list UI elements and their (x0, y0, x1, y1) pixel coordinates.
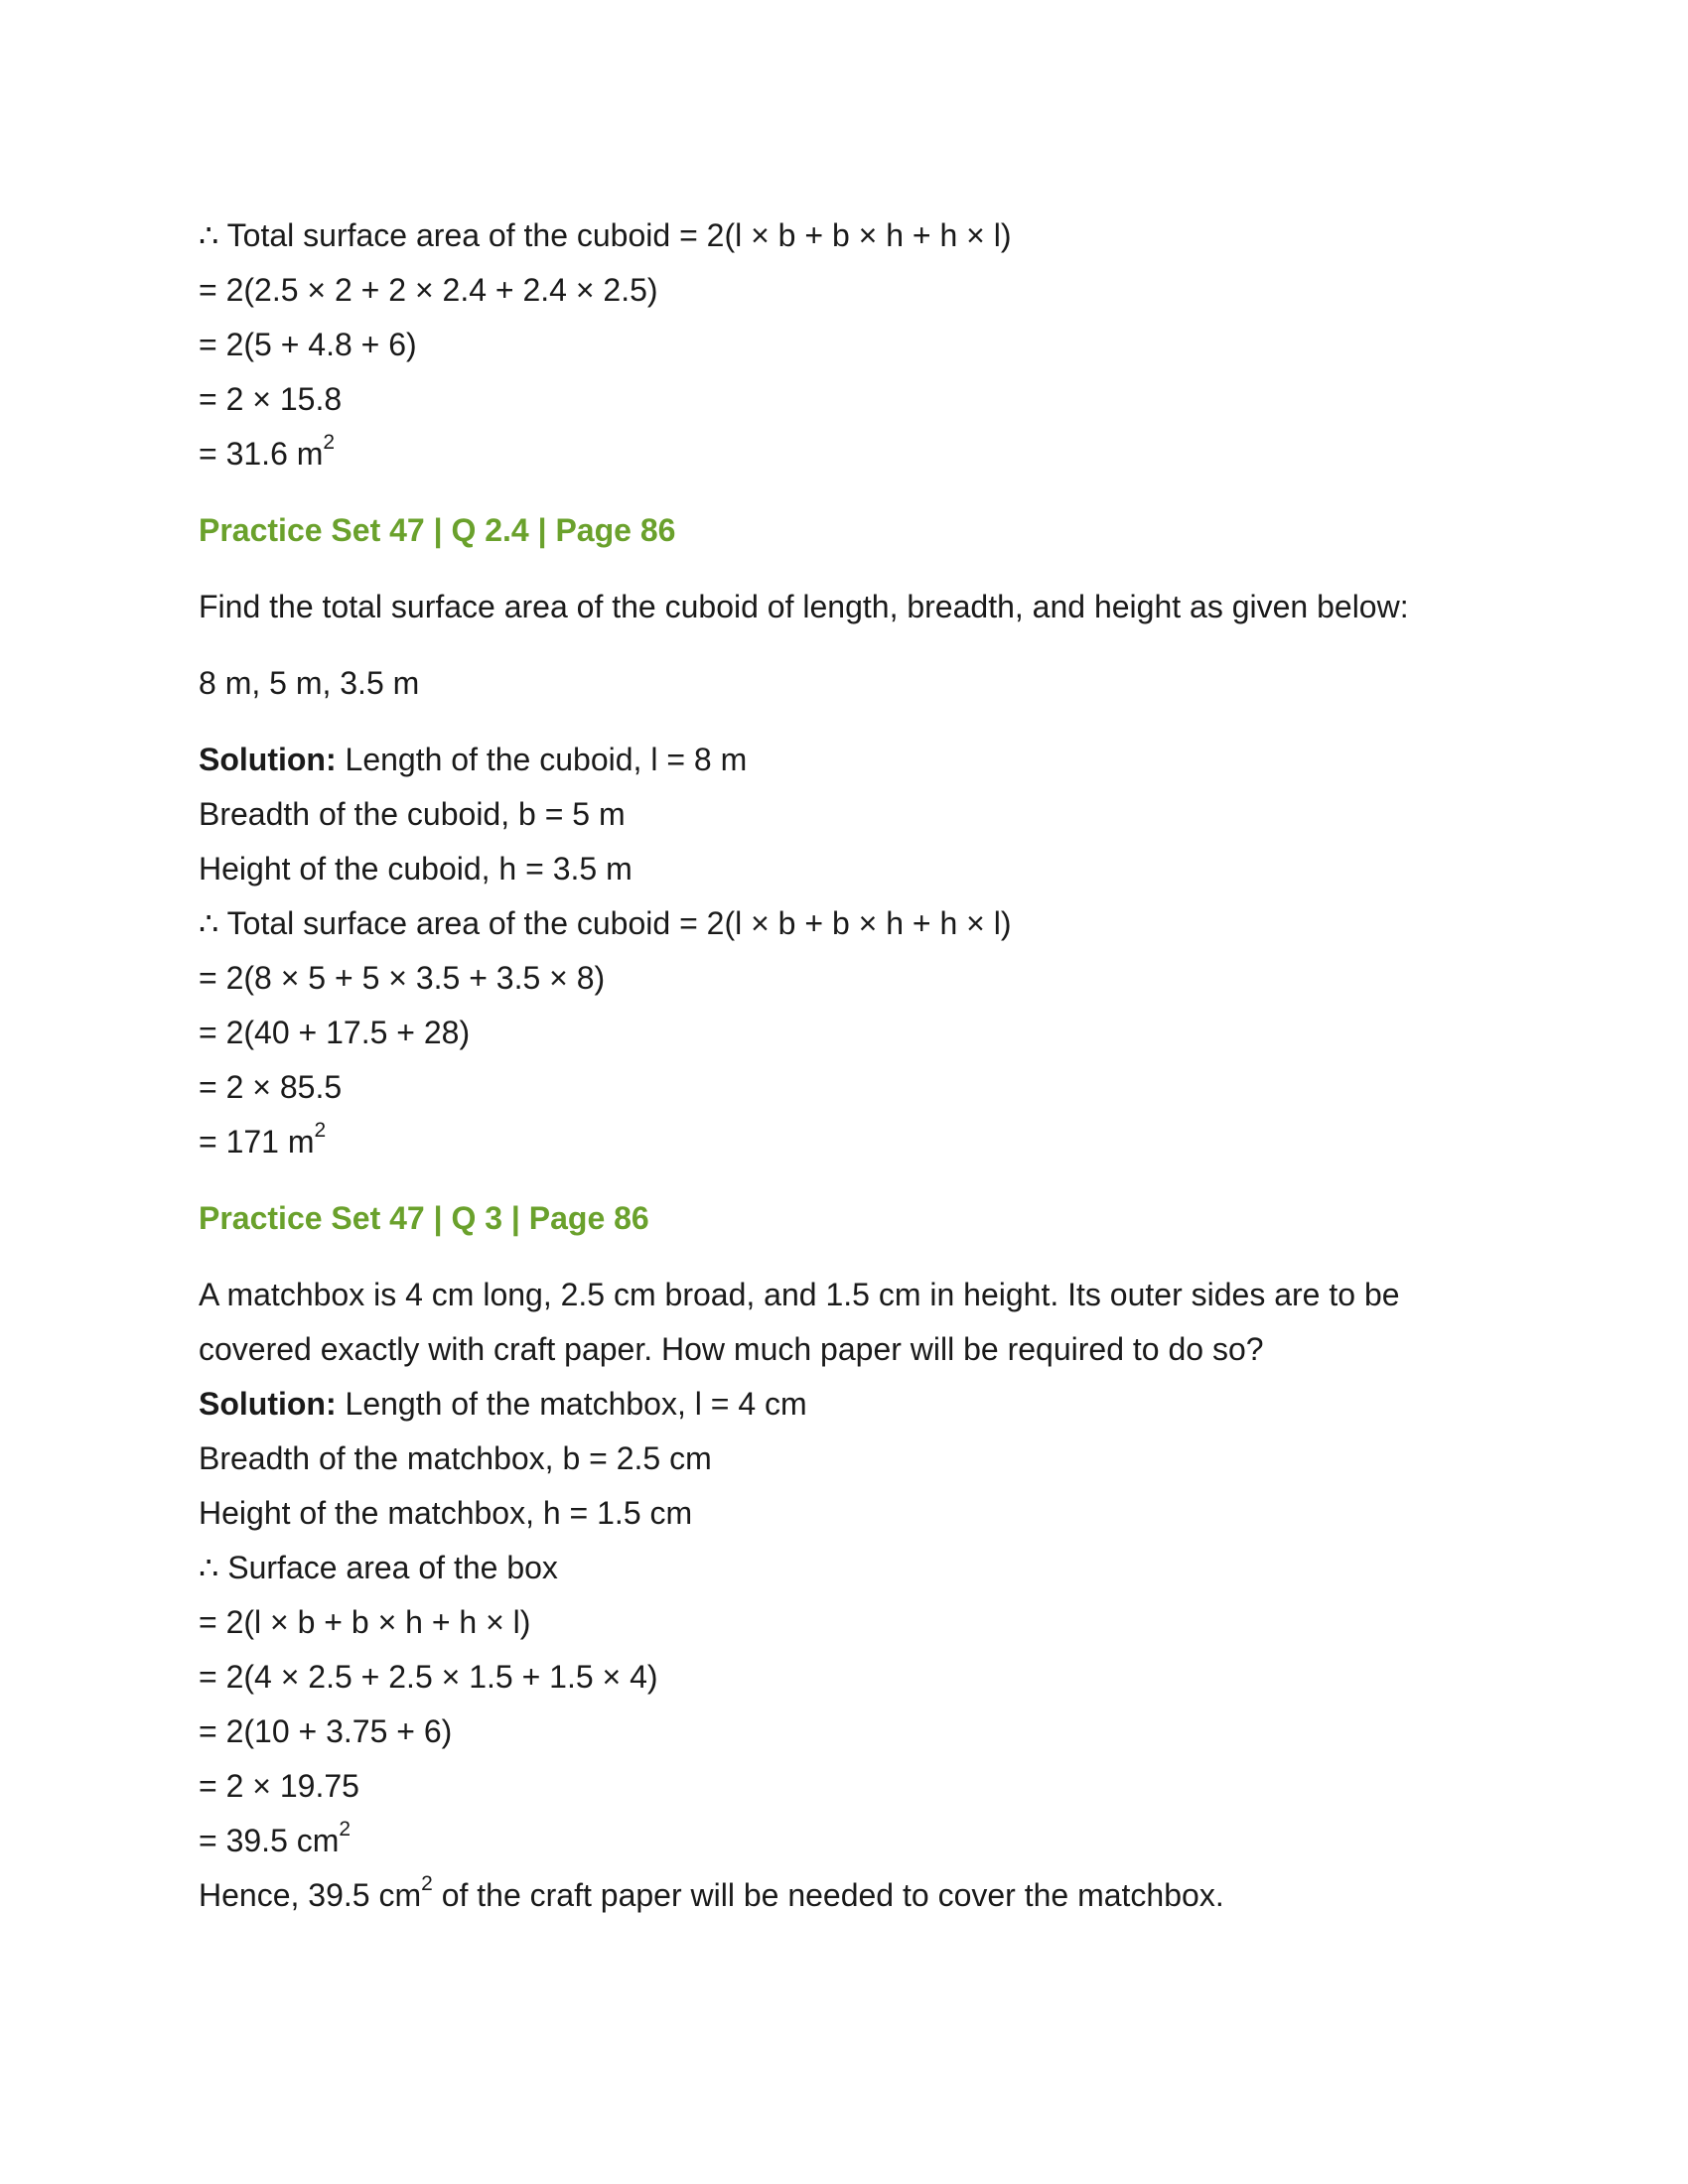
solution-line-text: ∴ Surface area of the box (199, 1550, 558, 1585)
solution-steps (199, 1432, 1489, 1868)
solution-label: Solution: (199, 1386, 337, 1422)
solution-line-text: = 2 × 85.5 (199, 1069, 343, 1105)
solution-line-text: = 2(4 × 2.5 + 2.5 × 1.5 + 1.5 × 4) (199, 1659, 658, 1695)
superscript: 2 (323, 431, 336, 455)
solution-line (199, 1705, 1489, 1759)
conclusion-part-a: Hence, 39.5 cm (199, 1877, 422, 1913)
solution-line-text: Breadth of the cuboid, b = 5 m (199, 796, 626, 832)
solution-line (199, 1814, 1489, 1868)
solution-line-text: = 2 × 19.75 (199, 1768, 359, 1804)
solution-line (199, 208, 1489, 263)
solution-line-text: ∴ Total surface area of the cuboid = 2(l × b + b × h + h × l) (199, 217, 1012, 253)
solution-line-text: Height of the matchbox, h = 1.5 cm (199, 1495, 693, 1531)
solution-line (199, 951, 1489, 1006)
question-text: A matchbox is 4 cm long, 2.5 cm broad, and 1.5 cm in height. Its outer sides are to be covered exactly with craft paper. How much paper will be required to do so? (199, 1277, 1400, 1367)
conclusion-part-b: of the craft paper will be needed to cover the matchbox. (432, 1877, 1224, 1913)
solution-line-text: ∴ Total surface area of the cuboid = 2(l × b + b × h + h × l) (199, 905, 1012, 941)
solution-line-text: = 2(5 + 4.8 + 6) (199, 327, 417, 362)
solution-line (199, 842, 1489, 896)
solution-line (199, 263, 1489, 318)
superscript: 2 (421, 1872, 433, 1896)
solution-line (199, 896, 1489, 951)
solution-line (199, 1060, 1489, 1115)
solution-line (199, 1595, 1489, 1650)
document-page (199, 208, 1489, 1923)
solution-line-text: = 2(l × b + b × h + h × l) (199, 1604, 531, 1640)
solution-first-text: Length of the matchbox, l = 4 cm (336, 1386, 807, 1422)
question-text: Find the total surface area of the cuboid of length, breadth, and height as given below: (199, 589, 1409, 624)
solution-line (199, 1650, 1489, 1705)
solution-line (199, 1006, 1489, 1060)
solution-line-text: = 2(10 + 3.75 + 6) (199, 1713, 453, 1749)
solution-line-text: Breadth of the matchbox, b = 2.5 cm (199, 1440, 712, 1476)
solution-line-text: = 31.6 m (199, 436, 324, 472)
solution-line-text: = 2(8 × 5 + 5 × 3.5 + 3.5 × 8) (199, 960, 606, 996)
solution-first-line (199, 1377, 1489, 1432)
solution-line (199, 1541, 1489, 1595)
solution-line (199, 787, 1489, 842)
solution-line (199, 1486, 1489, 1541)
solution-steps (199, 787, 1489, 1169)
question-heading: Practice Set 47 | Q 3 | Page 86 (199, 1200, 649, 1236)
solution-first-text: Length of the cuboid, l = 8 m (336, 742, 748, 777)
solution-line (199, 1115, 1489, 1169)
question-values: 8 m, 5 m, 3.5 m (199, 665, 420, 701)
solution-first-line (199, 733, 1489, 787)
solution-line-text: = 39.5 cm (199, 1823, 340, 1858)
superscript: 2 (339, 1818, 352, 1842)
conclusion-text (199, 1868, 1489, 1923)
solution-line-text: = 2(2.5 × 2 + 2 × 2.4 + 2.4 × 2.5) (199, 272, 658, 308)
solution-line (199, 1432, 1489, 1486)
superscript: 2 (314, 1119, 327, 1143)
solution-line (199, 372, 1489, 427)
solution-line-text: = 2 × 15.8 (199, 381, 343, 417)
solution-line (199, 427, 1489, 481)
solution-line-text: Height of the cuboid, h = 3.5 m (199, 851, 633, 887)
solution-label: Solution: (199, 742, 337, 777)
question-heading: Practice Set 47 | Q 2.4 | Page 86 (199, 512, 676, 548)
solution-line (199, 318, 1489, 372)
solution-line-text: = 2(40 + 17.5 + 28) (199, 1015, 471, 1050)
solution-line-text: = 171 m (199, 1124, 315, 1160)
top-solution-block (199, 208, 1489, 481)
solution-line (199, 1759, 1489, 1814)
